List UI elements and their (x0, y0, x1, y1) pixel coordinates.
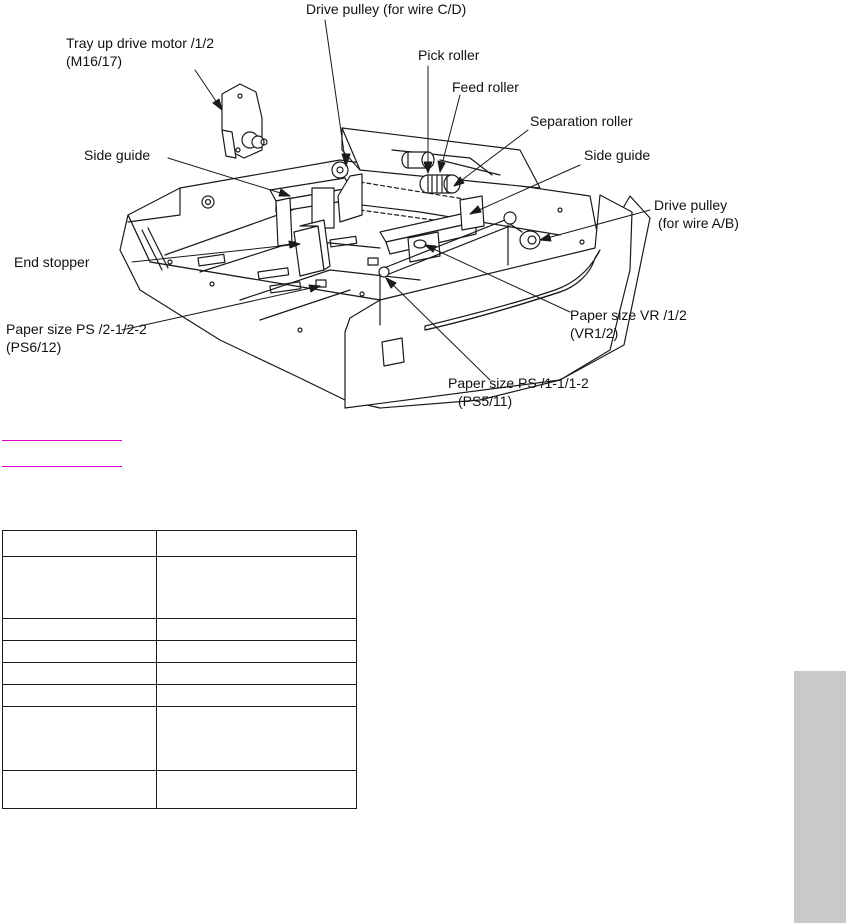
link-underline-1[interactable] (2, 440, 122, 441)
label-pick-roller: Pick roller (418, 47, 480, 63)
table-row (3, 707, 357, 771)
table-cell (3, 641, 157, 663)
table-cell (157, 663, 357, 685)
table-cell (3, 557, 157, 619)
label-tray-up-motor: Tray up drive motor /1/2 (66, 35, 215, 51)
table-cell (3, 685, 157, 707)
table-cell (3, 707, 157, 771)
table-cell (3, 619, 157, 641)
table-row (3, 663, 357, 685)
table-row (3, 531, 357, 557)
label-paper-size-vr-code: (VR1/2) (570, 325, 619, 341)
table-row (3, 557, 357, 619)
table-row (3, 619, 357, 641)
table-cell (157, 685, 357, 707)
table-row (3, 641, 357, 663)
label-feed-roller: Feed roller (452, 79, 519, 95)
label-paper-size-ps2-code: (PS6/12) (6, 339, 62, 355)
label-drive-pulley-ab-sub: (for wire A/B) (658, 215, 739, 231)
label-end-stopper: End stopper (14, 254, 90, 270)
link-underline-2[interactable] (2, 466, 122, 467)
table-row (3, 685, 357, 707)
table-cell (157, 557, 357, 619)
label-paper-size-vr: Paper size VR /1/2 (570, 307, 687, 323)
pick-roller-shape (420, 175, 460, 193)
table-cell (157, 619, 357, 641)
table-row (3, 771, 357, 809)
table-cell (3, 531, 157, 557)
paper-tray-diagram (0, 0, 846, 430)
table-cell (157, 771, 357, 809)
table-cell (3, 663, 157, 685)
tray-body (120, 160, 650, 408)
table-cell (3, 771, 157, 809)
label-paper-size-ps1-code: (PS5/11) (458, 393, 513, 409)
label-side-guide-left: Side guide (84, 147, 151, 163)
label-paper-size-ps1: Paper size PS /1-1/1-2 (448, 375, 589, 391)
label-paper-size-ps2: Paper size PS /2-1/2-2 (6, 321, 147, 337)
table-cell (157, 707, 357, 771)
label-side-guide-right: Side guide (584, 147, 651, 163)
label-tray-up-motor-code: (M16/17) (66, 53, 123, 69)
label-drive-pulley-ab: Drive pulley (654, 197, 728, 213)
tray-up-motor-shape (222, 84, 267, 158)
label-drive-pulley-cd: Drive pulley (for wire C/D) (306, 1, 467, 17)
label-separation-roller: Separation roller (530, 113, 633, 129)
table-cell (157, 641, 357, 663)
spec-table (2, 530, 357, 809)
table-cell (157, 531, 357, 557)
section-side-tab (794, 671, 846, 923)
